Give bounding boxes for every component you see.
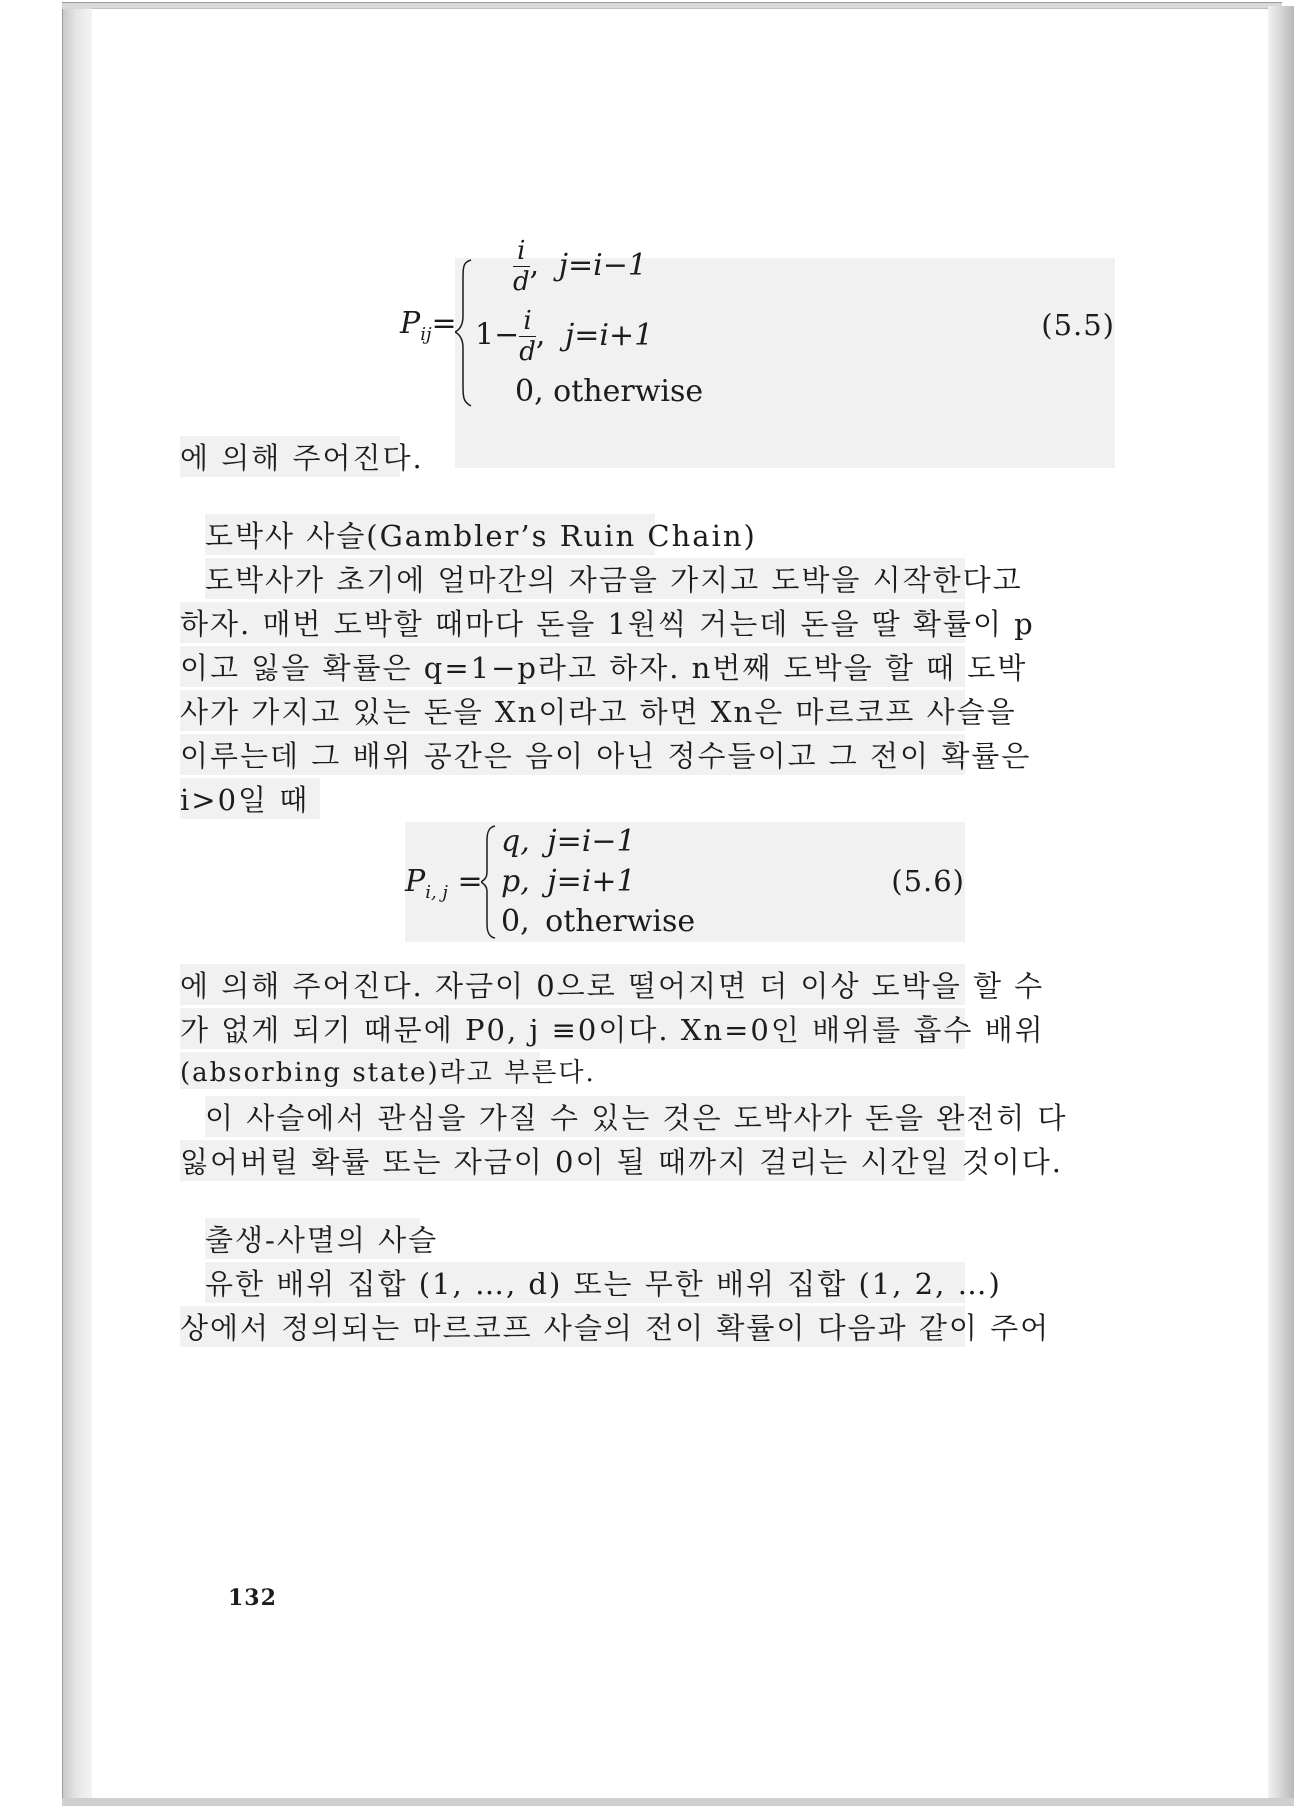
- eq-5-5-case3: 0, otherwise: [515, 374, 704, 409]
- birth-death-line-2: 상에서 정의되는 마르코프 사슬의 전이 확률이 다음과 같이 주어: [180, 1306, 965, 1347]
- gambler-line-6: i>0일 때: [180, 778, 320, 819]
- eq-5-6-lhs: $P_{i, j}$ =: [405, 864, 483, 903]
- eq-5-6-followup-line-4: 이 사슬에서 관심을 가질 수 있는 것은 도박사가 돈을 완전히 다: [205, 1096, 965, 1137]
- equation-5-5: [400, 236, 1115, 468]
- gambler-heading: 도박사 사슬(Gambler’s Ruin Chain): [205, 514, 655, 555]
- eq-5-6-case3: 0, otherwise: [501, 904, 696, 939]
- eq-5-6-followup-line-2: 가 없게 되기 때문에 P0, j ≡0이다. Xn=0인 배위를 흡수 배위: [180, 1008, 965, 1049]
- eq-5-6-case1: q, j=i−1: [501, 824, 636, 859]
- eq-5-5-followup: 에 의해 주어진다.: [180, 436, 400, 477]
- eq-5-6-case2: p, j=i+1: [501, 864, 636, 899]
- eq-5-5-lhs: $P_{ij}=$: [400, 306, 457, 345]
- gambler-line-1: 도박사가 초기에 얼마간의 자금을 가지고 도박을 시작한다고: [205, 558, 965, 599]
- equation-number-5-6: (5.6): [891, 864, 965, 898]
- page-number: 132: [228, 1585, 277, 1611]
- gambler-line-5: 이루는데 그 배위 공간은 음이 아닌 정수들이고 그 전이 확률은: [180, 734, 965, 775]
- birth-death-heading: 출생-사멸의 사슬: [205, 1218, 420, 1259]
- book-spine-edge: [62, 6, 93, 1802]
- book-right-edge: [1268, 6, 1294, 1802]
- gambler-line-3: 이고 잃을 확률은 q=1−p라고 하자. n번째 도박을 할 때 도박: [180, 646, 965, 687]
- eq-5-6-followup-line-3: (absorbing state)라고 부른다.: [180, 1052, 540, 1089]
- book-bottom-edge: [62, 1798, 1294, 1806]
- eq-5-5-case2: 1− $\frac{i}{d}$ , j=i+1: [475, 306, 654, 367]
- equation-5-6: [405, 822, 965, 942]
- equation-number-5-5: (5.5): [1041, 308, 1115, 342]
- eq-5-6-followup-line-5: 잃어버릴 확률 또는 자금이 0이 될 때까지 걸리는 시간일 것이다.: [180, 1140, 965, 1181]
- birth-death-line-1: 유한 배위 집합 (1, …, d) 또는 무한 배위 집합 (1, 2, …): [205, 1262, 965, 1303]
- eq-5-6-followup-line-1: 에 의해 주어진다. 자금이 0으로 떨어지면 더 이상 도박을 할 수: [180, 964, 965, 1005]
- eq-5-5-case1: $\frac{i}{d}$ , j=i−1: [513, 236, 647, 297]
- gambler-line-4: 사가 가지고 있는 돈을 Xn이라고 하면 Xn은 마르코프 사슬을: [180, 690, 965, 731]
- gambler-line-2: 하자. 매번 도박할 때마다 돈을 1원씩 거는데 돈을 딸 확률이 p: [180, 602, 965, 643]
